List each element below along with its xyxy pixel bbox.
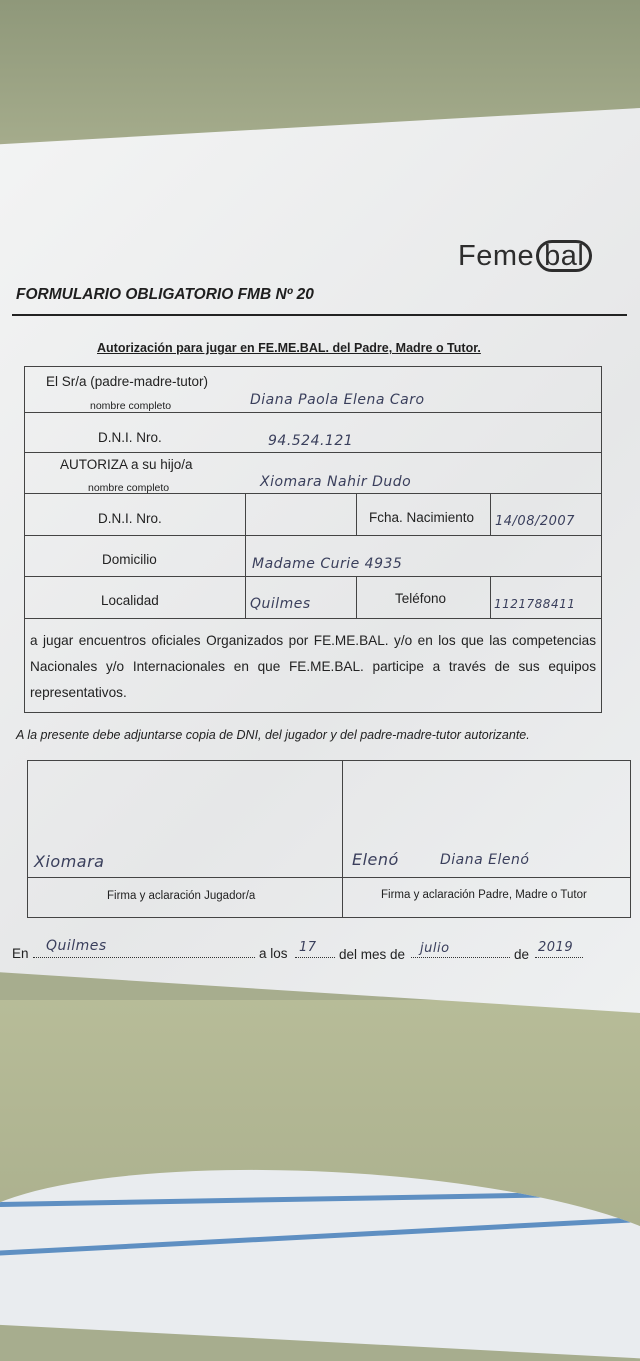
column-divider (356, 576, 357, 618)
birth-date-label: Fcha. Nacimiento (369, 510, 475, 525)
title-divider (12, 314, 627, 316)
row-divider (24, 452, 602, 453)
player-signature-label: Firma y aclaración Jugador/a (107, 890, 256, 902)
authorization-paragraph: a jugar encuentros oficiales Organizados por FE.ME.BAL. y/o en los que las competencias Nacionales y/o Internacionales en que FE.ME.BAL. participe a través de sus equipos representativos. (30, 633, 596, 700)
birth-date-value: 14/08/2007 (495, 514, 575, 529)
year-dotted-line (535, 957, 583, 959)
attachment-note: A la presente debe adjuntarse copia de DNI, del jugador y del padre-madre-tutor autorizante. (16, 728, 530, 742)
year-value: 2019 (538, 940, 574, 955)
logo-text: Feme (458, 240, 535, 272)
tutor-dni-value: 94.524.121 (268, 433, 354, 449)
signature-column-divider (342, 760, 343, 918)
parent-signature-name: Diana Elenó (440, 852, 530, 868)
tutor-name-value: Diana Paola Elena Caro (250, 392, 425, 408)
day-dotted-line (295, 957, 335, 959)
row-divider (24, 535, 602, 536)
month-value: julio (420, 941, 450, 956)
mes-label: del mes de (339, 947, 406, 962)
city-label: Localidad (101, 593, 159, 608)
column-divider (490, 576, 491, 618)
column-divider (356, 493, 357, 535)
logo-boxed-text: bal (536, 240, 592, 272)
de-label: de (514, 947, 530, 962)
place-value: Quilmes (46, 938, 107, 954)
row-divider (24, 412, 602, 413)
signature-row-divider (27, 877, 631, 878)
day-value: 17 (299, 940, 317, 955)
city-value: Quilmes (250, 596, 311, 612)
fabric-stripe (0, 1189, 640, 1208)
tutor-sublabel: nombre completo (90, 400, 172, 412)
month-dotted-line (411, 957, 510, 959)
address-label: Domicilio (102, 552, 157, 567)
column-divider (245, 493, 246, 618)
form-title: FORMULARIO OBLIGATORIO FMB Nº 20 (16, 286, 314, 303)
femebal-logo (458, 240, 592, 273)
row-divider (24, 576, 602, 577)
phone-label: Teléfono (395, 591, 447, 606)
column-divider (490, 493, 491, 535)
alos-label: a los (259, 946, 288, 961)
child-sublabel: nombre completo (88, 482, 170, 494)
parent-signature-label: Firma y aclaración Padre, Madre o Tutor (381, 889, 587, 901)
phone-value: 1121788411 (494, 597, 576, 611)
fabric-stripe (0, 1211, 640, 1258)
player-signature: Xiomara (34, 852, 105, 871)
row-divider (24, 618, 602, 619)
place-dotted-line (33, 957, 255, 959)
child-name-value: Xiomara Nahir Dudo (260, 474, 412, 490)
en-label: En (12, 946, 29, 961)
tutor-label: El Sr/a (padre-madre-tutor) (46, 374, 209, 389)
child-dni-label: D.N.I. Nro. (98, 511, 162, 526)
address-value: Madame Curie 4935 (252, 556, 403, 572)
parent-signature: Elenó (352, 850, 399, 869)
tutor-dni-label: D.N.I. Nro. (98, 430, 162, 445)
form-subtitle: Autorización para jugar en FE.ME.BAL. del Padre, Madre o Tutor. (97, 341, 481, 355)
autoriza-label: AUTORIZA a su hijo/a (60, 457, 193, 472)
